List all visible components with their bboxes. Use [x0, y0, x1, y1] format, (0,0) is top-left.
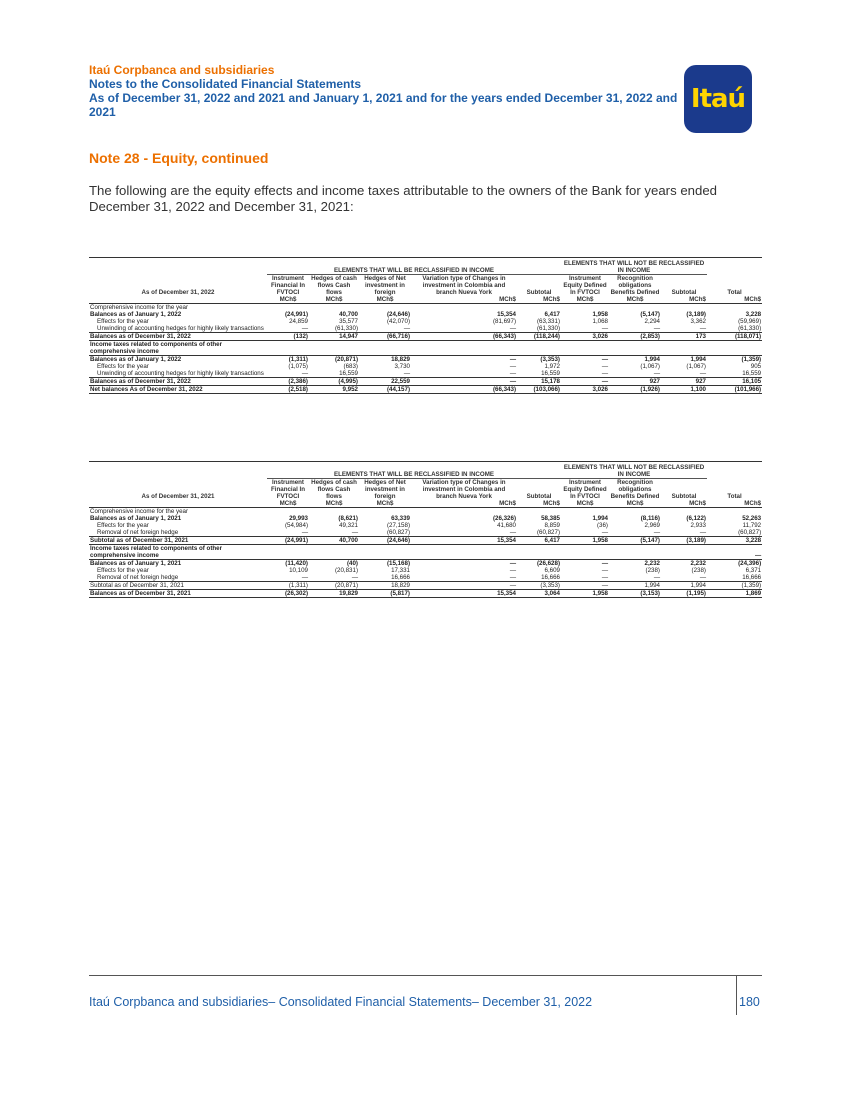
- cell-value: 19,829: [309, 590, 359, 598]
- equity-table-2022: [89, 257, 762, 394]
- cell-value: 1,958: [561, 537, 609, 545]
- cell-value: 1,994: [592, 515, 608, 522]
- cell-value: [517, 545, 561, 560]
- cell-value: [609, 304, 661, 312]
- cell-value: 16,666: [541, 574, 560, 581]
- cell-value: —: [301, 529, 308, 536]
- cell-value: 16,666: [391, 574, 410, 581]
- cell-value: (26,302): [267, 590, 309, 598]
- row-label: Unwinding of accounting hedges for highly likely transactions: [97, 370, 264, 377]
- cell-value: 927: [609, 378, 661, 386]
- equity-table-2021: [89, 461, 762, 598]
- row-label: Balances as of December 31, 2022: [89, 333, 267, 341]
- note-title: Note 28 - Equity, continued: [89, 150, 269, 166]
- row-label: Balances as of January 1, 2021: [90, 515, 182, 522]
- cell-value: (1,067): [686, 363, 706, 370]
- unit-row: MCh$ MCh$ MCh$ MCh$ MCh$ MCh$ MCh$ MCh$ MCh$: [89, 296, 762, 304]
- cell-value: [661, 508, 707, 516]
- cell-value: 16,666: [742, 574, 762, 581]
- col-header: Instrument Financial In FVTOCI: [270, 479, 306, 500]
- table-row: [89, 537, 762, 545]
- cell-value: 927: [661, 378, 707, 386]
- cell-value: (1,359): [707, 356, 762, 364]
- cell-value: (15,168): [359, 560, 411, 568]
- cell-value: [309, 508, 359, 516]
- cell-value: 24,859: [289, 318, 308, 325]
- table-row: [89, 590, 762, 598]
- col-header: Subtotal: [671, 289, 697, 296]
- cell-value: —: [601, 325, 608, 332]
- cell-value: 1,994: [609, 356, 661, 364]
- cell-value: (54,984): [284, 522, 308, 529]
- row-label: Balances as of January 1, 2022: [89, 356, 267, 364]
- cell-value: 40,700: [339, 311, 358, 318]
- cell-value: 16,559: [541, 370, 560, 377]
- cell-value: (26,326): [492, 515, 516, 522]
- table-row: [89, 311, 762, 318]
- cell-value: (81,697): [492, 318, 516, 325]
- cell-value: (66,343): [411, 386, 517, 394]
- group-not-reclassified: ELEMENTS THAT WILL NOT BE RECLASSIFIED IN INCOME: [561, 260, 707, 275]
- cell-value: 905: [750, 363, 762, 370]
- cell-value: —: [699, 370, 706, 377]
- table-row: [89, 356, 762, 364]
- footer-rule: [89, 975, 762, 976]
- document-header: [89, 63, 689, 119]
- cell-value: [609, 508, 661, 516]
- cell-value: (2,386): [267, 378, 309, 386]
- cell-value: [267, 545, 309, 560]
- cell-value: (11,420): [267, 560, 309, 568]
- cell-value: [309, 304, 359, 312]
- cell-value: 1,994: [661, 356, 707, 364]
- cell-value: —: [653, 325, 660, 332]
- table-row: [89, 508, 762, 516]
- cell-value: 3,064: [517, 590, 561, 598]
- intro-paragraph: The following are the equity effects and income taxes attributable to the owners of the Bank for years ended December 31, 2022 and December 31, 2021:: [89, 183, 718, 214]
- cell-value: (238): [691, 567, 706, 574]
- cell-value: —: [601, 370, 608, 377]
- cell-value: [561, 304, 609, 312]
- cell-value: —: [601, 363, 608, 370]
- cell-value: —: [601, 574, 608, 581]
- cell-value: [561, 545, 609, 560]
- cell-value: 3,228: [745, 311, 762, 318]
- cell-value: (20,831): [334, 567, 358, 574]
- group-reclassified: ELEMENTS THAT WILL BE RECLASSIFIED IN INCOME: [267, 260, 561, 275]
- cell-value: 40,700: [309, 537, 359, 545]
- cell-value: (118,244): [517, 333, 561, 341]
- cell-value: (24,991): [267, 537, 309, 545]
- table-title: As of December 31, 2022: [141, 289, 215, 296]
- cell-value: 58,385: [541, 515, 560, 522]
- cell-value: 1,958: [561, 590, 609, 598]
- cell-value: (4,995): [309, 378, 359, 386]
- table-body: [89, 508, 762, 598]
- cell-value: —: [411, 582, 517, 590]
- footer-divider: [736, 975, 737, 1015]
- col-header: Variation type of Changes in investment in Colombia and branch Nueva York: [422, 479, 506, 500]
- cell-value: —: [509, 574, 516, 581]
- cell-value: 6,371: [745, 567, 762, 574]
- cell-value: 10,109: [289, 567, 308, 574]
- cell-value: (27,158): [386, 522, 410, 529]
- cell-value: (24,991): [284, 311, 308, 318]
- cell-value: (101,966): [707, 386, 762, 394]
- cell-value: [411, 545, 517, 560]
- cell-value: 49,321: [339, 522, 358, 529]
- unit-row: MCh$ MCh$ MCh$ MCh$ MCh$ MCh$ MCh$ MCh$ MCh$: [89, 500, 762, 508]
- table-row: [89, 325, 762, 333]
- cell-value: (24,396): [707, 560, 762, 568]
- cell-value: [359, 508, 411, 516]
- cell-value: [267, 508, 309, 516]
- table-row: [89, 304, 762, 312]
- row-label: Subtotal as of December 31, 2021: [89, 537, 267, 545]
- cell-value: (20,871): [309, 582, 359, 590]
- cell-value: 3,730: [394, 363, 410, 370]
- cell-value: (1,359): [707, 582, 762, 590]
- cell-value: —: [699, 529, 706, 536]
- cell-value: [707, 304, 762, 312]
- col-header: Instrument Financial In FVTOCI: [270, 275, 306, 296]
- table-row: [89, 370, 762, 378]
- cell-value: (3,153): [609, 590, 661, 598]
- cell-value: (61,330): [738, 325, 762, 332]
- row-label: Balances as of December 31, 2022: [89, 378, 267, 386]
- cell-value: 35,577: [339, 318, 358, 325]
- cell-value: —: [699, 325, 706, 332]
- cell-value: 2,969: [644, 522, 660, 529]
- cell-value: [707, 341, 762, 356]
- row-label: Removal of net foreign hedge: [97, 574, 179, 581]
- cell-value: [267, 341, 309, 356]
- row-label: Removal of net foreign hedge: [97, 529, 179, 536]
- cell-value: —: [411, 560, 517, 568]
- cell-value: 17,331: [391, 567, 410, 574]
- cell-value: [661, 341, 707, 356]
- cell-value: 6,417: [544, 311, 560, 318]
- cell-value: (63,331): [536, 318, 560, 325]
- row-label: Balances as of January 1, 2022: [90, 311, 182, 318]
- cell-value: (24,646): [386, 311, 410, 318]
- cell-value: (66,716): [359, 333, 411, 341]
- col-header: Subtotal: [526, 493, 552, 500]
- cell-value: [609, 545, 661, 560]
- cell-value: —: [351, 574, 358, 581]
- cell-value: [517, 508, 561, 516]
- cell-value: 18,829: [359, 356, 411, 364]
- cell-value: (5,817): [359, 590, 411, 598]
- cell-value: —: [509, 325, 516, 332]
- cell-value: 3,362: [690, 318, 706, 325]
- cell-value: 1,869: [707, 590, 762, 598]
- cell-value: 18,829: [359, 582, 411, 590]
- cell-value: —: [411, 378, 517, 386]
- cell-value: —: [561, 582, 609, 590]
- cell-value: (103,066): [517, 386, 561, 394]
- logo-text: Itaú: [690, 84, 746, 114]
- cell-value: [661, 304, 707, 312]
- col-header: Variation type of Changes in investment in Colombia and branch Nueva York: [422, 275, 506, 296]
- group-not-reclassified: ELEMENTS THAT WILL NOT BE RECLASSIFIED IN INCOME: [561, 464, 707, 479]
- col-header: Recognition obligations Benefits Defined: [610, 479, 660, 500]
- cell-value: —: [301, 325, 308, 332]
- table-title: As of December 31, 2021: [141, 493, 215, 500]
- cell-value: (3,189): [661, 537, 707, 545]
- cell-value: —: [653, 574, 660, 581]
- cell-value: 14,947: [309, 333, 359, 341]
- cell-value: (3,189): [686, 311, 706, 318]
- cell-value: —: [301, 370, 308, 377]
- cell-value: (36): [596, 522, 608, 529]
- cell-value: [267, 304, 309, 312]
- cell-value: (1,195): [661, 590, 707, 598]
- cell-value: 1,994: [661, 582, 707, 590]
- cell-value: —: [509, 567, 516, 574]
- col-header: Hedges of Net investment in foreign: [364, 479, 406, 500]
- cell-value: 2,232: [661, 560, 707, 568]
- table-row: [89, 582, 762, 590]
- cell-value: (1,067): [640, 363, 660, 370]
- cell-value: 1,972: [544, 363, 560, 370]
- col-header: Total: [727, 289, 742, 296]
- cell-value: 16,105: [707, 378, 762, 386]
- cell-value: (8,116): [640, 515, 660, 522]
- cell-value: [517, 304, 561, 312]
- cell-value: —: [509, 363, 516, 370]
- table-row: [89, 567, 762, 574]
- table-row: [89, 545, 762, 560]
- cell-value: —: [653, 529, 660, 536]
- cell-value: (5,147): [640, 311, 660, 318]
- cell-value: (683): [343, 363, 358, 370]
- cell-value: 1,958: [592, 311, 608, 318]
- col-header: Instrument Equity Defined In FVTOCI: [563, 275, 607, 296]
- col-header: Subtotal: [671, 493, 697, 500]
- cell-value: (5,147): [609, 537, 661, 545]
- cell-value: (132): [267, 333, 309, 341]
- cell-value: (1,311): [267, 356, 309, 364]
- cell-value: (8,621): [338, 515, 358, 522]
- table-row: [89, 515, 762, 522]
- table-row: [89, 333, 762, 341]
- cell-value: (60,827): [386, 529, 410, 536]
- cell-value: (2,853): [609, 333, 661, 341]
- cell-value: [309, 341, 359, 356]
- cell-value: (1,311): [267, 582, 309, 590]
- table-body: [89, 304, 762, 394]
- cell-value: [411, 341, 517, 356]
- cell-value: (1,075): [288, 363, 308, 370]
- col-header: Hedges of cash flows Cash flows: [311, 275, 357, 296]
- col-header: Hedges of Net investment in foreign: [364, 275, 406, 296]
- cell-value: 2,933: [690, 522, 706, 529]
- cell-value: (6,122): [686, 515, 706, 522]
- row-label: Effects for the year: [97, 567, 149, 574]
- col-header: Recognition obligations Benefits Defined: [610, 275, 660, 296]
- cell-value: —: [653, 370, 660, 377]
- cell-value: (24,646): [359, 537, 411, 545]
- cell-value: (3,353): [517, 582, 561, 590]
- cell-value: (2,518): [267, 386, 309, 394]
- cell-value: [359, 341, 411, 356]
- cell-value: (42,070): [386, 318, 410, 325]
- cell-value: 15,354: [411, 537, 517, 545]
- col-header: Instrument Equity Defined In FVTOCI: [563, 479, 607, 500]
- cell-value: (118,071): [707, 333, 762, 341]
- cell-value: (61,330): [334, 325, 358, 332]
- cell-value: —: [301, 574, 308, 581]
- cell-value: 41,680: [497, 522, 516, 529]
- page-number: 180: [739, 995, 760, 1009]
- cell-value: —: [601, 567, 608, 574]
- cell-value: 8,859: [544, 522, 560, 529]
- cell-value: 6,417: [517, 537, 561, 545]
- cell-value: —: [403, 370, 410, 377]
- cell-value: 15,178: [517, 378, 561, 386]
- row-label: Comprehensive income for the year: [90, 304, 189, 311]
- cell-value: 16,559: [742, 370, 762, 377]
- cell-value: —: [351, 529, 358, 536]
- cell-value: (3,353): [517, 356, 561, 364]
- row-label: Balances as of December 31, 2021: [89, 590, 267, 598]
- row-label: Effects for the year: [97, 522, 149, 529]
- cell-value: 9,952: [309, 386, 359, 394]
- cell-value: (40): [309, 560, 359, 568]
- col-header: Hedges of cash flows Cash flows: [311, 479, 357, 500]
- cell-value: 3,228: [707, 537, 762, 545]
- row-label: Comprehensive income for the year: [90, 508, 189, 515]
- cell-value: (1,926): [609, 386, 661, 394]
- header-period: As of December 31, 2022 and 2021 and January 1, 2021 and for the years ended December 31, 2022 and 2021: [89, 91, 678, 119]
- footer-text: Itaú Corpbanca and subsidiaries– Consolidated Financial Statements– December 31, 2022: [89, 995, 593, 1009]
- table-row: [89, 529, 762, 537]
- cell-value: 2,232: [609, 560, 661, 568]
- cell-value: 1,100: [661, 386, 707, 394]
- row-label: Net balances As of December 31, 2022: [89, 386, 267, 394]
- cell-value: (238): [645, 567, 660, 574]
- cell-value: —: [561, 560, 609, 568]
- header-subtitle: Notes to the Consolidated Financial Statements: [89, 77, 362, 91]
- cell-value: —: [707, 545, 762, 560]
- cell-value: 2,294: [644, 318, 660, 325]
- cell-value: 63,339: [391, 515, 410, 522]
- cell-value: [609, 341, 661, 356]
- cell-value: [561, 341, 609, 356]
- cell-value: 52,263: [742, 515, 762, 522]
- cell-value: (66,343): [411, 333, 517, 341]
- table-row: [89, 574, 762, 582]
- company-name: Itaú Corpbanca and subsidiaries: [89, 63, 275, 77]
- cell-value: 22,559: [359, 378, 411, 386]
- row-label: Effects for the year: [97, 318, 149, 325]
- row-label: Effects for the year: [97, 363, 149, 370]
- col-header: Total: [727, 493, 742, 500]
- row-label: Balances as of January 1, 2021: [89, 560, 267, 568]
- table-row: [89, 318, 762, 325]
- cell-value: (26,628): [517, 560, 561, 568]
- row-label: Income taxes related to components of other comprehensive income: [89, 341, 267, 356]
- cell-value: —: [403, 325, 410, 332]
- cell-value: (59,969): [738, 318, 762, 325]
- cell-value: 173: [661, 333, 707, 341]
- cell-value: 6,609: [544, 567, 560, 574]
- cell-value: —: [601, 529, 608, 536]
- col-header: Subtotal: [526, 289, 552, 296]
- cell-value: 15,354: [411, 590, 517, 598]
- table-row: [89, 522, 762, 529]
- table-row: [89, 378, 762, 386]
- cell-value: (20,871): [309, 356, 359, 364]
- cell-value: 1,994: [609, 582, 661, 590]
- cell-value: 15,354: [497, 311, 516, 318]
- cell-value: —: [411, 356, 517, 364]
- itau-logo: [684, 65, 752, 133]
- cell-value: 11,792: [742, 522, 762, 529]
- cell-value: —: [561, 356, 609, 364]
- cell-value: [411, 304, 517, 312]
- cell-value: [411, 508, 517, 516]
- cell-value: [359, 304, 411, 312]
- table-row: [89, 341, 762, 356]
- row-label: Unwinding of accounting hedges for highly likely transactions: [97, 325, 264, 332]
- cell-value: —: [561, 378, 609, 386]
- cell-value: [707, 508, 762, 516]
- cell-value: [661, 545, 707, 560]
- cell-value: 3,026: [561, 333, 609, 341]
- cell-value: —: [509, 370, 516, 377]
- cell-value: [517, 341, 561, 356]
- cell-value: 3,026: [561, 386, 609, 394]
- cell-value: [561, 508, 609, 516]
- cell-value: (61,330): [536, 325, 560, 332]
- cell-value: 16,559: [339, 370, 358, 377]
- table-row: [89, 560, 762, 568]
- cell-value: (60,827): [738, 529, 762, 536]
- table-row: [89, 386, 762, 394]
- table-row: [89, 363, 762, 370]
- cell-value: (44,157): [359, 386, 411, 394]
- row-label: Income taxes related to components of other comprehensive income: [89, 545, 267, 560]
- cell-value: 1,068: [592, 318, 608, 325]
- row-label: Subtotal as of December 31, 2021: [89, 582, 267, 590]
- cell-value: [309, 545, 359, 560]
- cell-value: —: [699, 574, 706, 581]
- group-reclassified: ELEMENTS THAT WILL BE RECLASSIFIED IN INCOME: [267, 464, 561, 479]
- cell-value: [359, 545, 411, 560]
- cell-value: (60,827): [536, 529, 560, 536]
- cell-value: —: [509, 529, 516, 536]
- cell-value: 29,993: [289, 515, 308, 522]
